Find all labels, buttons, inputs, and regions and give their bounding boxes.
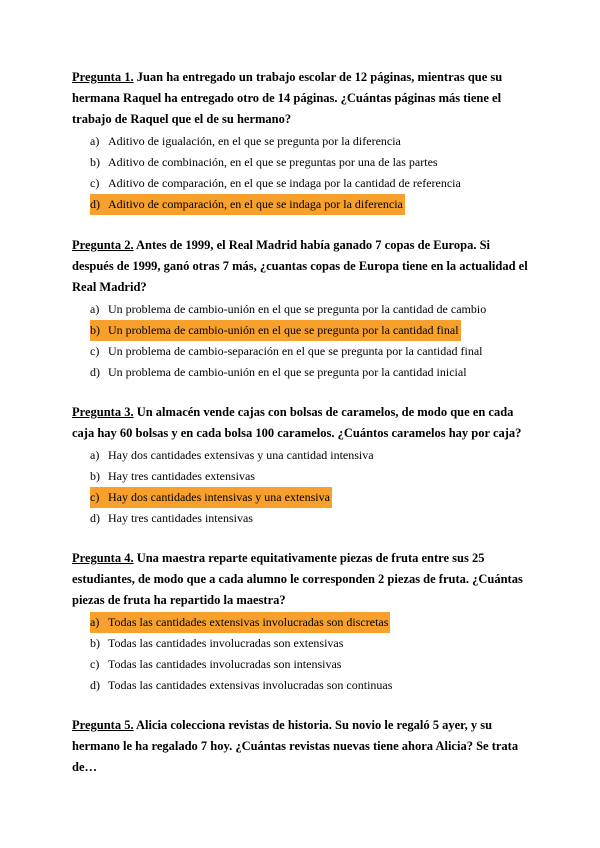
- question-3-label: Pregunta 3.: [72, 405, 134, 419]
- option-letter: d): [90, 511, 100, 525]
- question-5: [72, 715, 532, 778]
- option-text: Hay tres cantidades extensivas: [108, 469, 255, 483]
- question-4-options: [72, 612, 532, 696]
- option-letter: b): [90, 155, 100, 169]
- option-text: Aditivo de combinación, en el que se preguntas por una de las partes: [108, 155, 438, 169]
- option-letter: c): [90, 657, 100, 671]
- option-letter: b): [90, 636, 100, 650]
- question-4-option-a-highlighted[interactable]: [72, 612, 532, 633]
- question-1-text: Juan ha entregado un trabajo escolar de 12 páginas, mientras que su hermana Raquel ha entregado otro de 14 páginas. ¿Cuántas páginas más tiene el trabajo de Raquel que el de su hermano?: [72, 70, 503, 126]
- option-text: Hay dos cantidades intensivas y una extensiva: [102, 487, 332, 508]
- option-text: Un problema de cambio-unión en el que se pregunta por la cantidad inicial: [108, 365, 467, 379]
- option-letter: b): [90, 320, 106, 341]
- option-text: Un problema de cambio-separación en el que se pregunta por la cantidad final: [108, 344, 483, 358]
- question-5-statement: [72, 715, 532, 778]
- option-letter: a): [90, 448, 100, 462]
- question-3-text: Un almacén vende cajas con bolsas de caramelos, de modo que en cada caja hay 60 bolsas y en cada bolsa 100 caramelos. ¿Cuántos caramelos hay por caja?: [72, 405, 522, 440]
- question-5-label: Pregunta 5.: [72, 718, 134, 732]
- question-2-option-a[interactable]: [72, 299, 532, 320]
- question-2: [72, 235, 532, 383]
- question-2-option-c[interactable]: [72, 341, 532, 362]
- option-letter: d): [90, 678, 100, 692]
- question-4-option-d[interactable]: [72, 675, 532, 696]
- question-5-text: Alicia colecciona revistas de historia. Su novio le regaló 5 ayer, y su hermano le ha regalado 7 hoy. ¿Cuántas revistas nuevas tiene ahora Alicia? Se trata de…: [72, 718, 519, 774]
- question-3-option-b[interactable]: [72, 466, 532, 487]
- option-text: Todas las cantidades extensivas involucradas son continuas: [108, 678, 393, 692]
- option-text: Aditivo de comparación, en el que se indaga por la cantidad de referencia: [108, 176, 461, 190]
- question-1-options: [72, 131, 532, 215]
- question-4: [72, 548, 532, 696]
- option-letter: c): [90, 344, 100, 358]
- option-letter: a): [90, 612, 105, 633]
- question-4-text: Una maestra reparte equitativamente piezas de fruta entre sus 25 estudiantes, de modo que a cada alumno le corresponden 2 piezas de fruta. ¿Cuántas piezas de fruta ha repartido la maestra?: [72, 551, 523, 607]
- question-4-option-c[interactable]: [72, 654, 532, 675]
- question-1-statement: [72, 67, 532, 130]
- question-1-option-d-highlighted[interactable]: [72, 194, 532, 215]
- option-letter: a): [90, 134, 100, 148]
- question-3: [72, 402, 532, 529]
- question-2-options: [72, 299, 532, 383]
- question-4-statement: [72, 548, 532, 611]
- option-letter: a): [90, 302, 100, 316]
- question-4-option-b[interactable]: [72, 633, 532, 654]
- option-letter: d): [90, 194, 106, 215]
- option-text: Todas las cantidades extensivas involucradas son discretas: [102, 612, 390, 633]
- option-text: Hay tres cantidades intensivas: [108, 511, 253, 525]
- option-text: Un problema de cambio-unión en el que se pregunta por la cantidad final: [102, 320, 461, 341]
- question-2-text: Antes de 1999, el Real Madrid había ganado 7 copas de Europa. Si después de 1999, ganó otras 7 más, ¿cuantas copas de Europa tiene en la actualidad el Real Madrid?: [72, 238, 528, 294]
- option-text: Aditivo de comparación, en el que se indaga por la diferencia: [102, 194, 405, 215]
- question-4-label: Pregunta 4.: [72, 551, 134, 565]
- question-2-option-b-highlighted[interactable]: [72, 320, 532, 341]
- option-letter: c): [90, 176, 100, 190]
- question-3-options: [72, 445, 532, 529]
- option-letter: b): [90, 469, 100, 483]
- question-1: [72, 67, 532, 215]
- option-letter: c): [90, 487, 105, 508]
- question-1-option-c[interactable]: [72, 173, 532, 194]
- question-2-option-d[interactable]: [72, 362, 532, 383]
- option-text: Aditivo de igualación, en el que se pregunta por la diferencia: [108, 134, 401, 148]
- question-1-option-b[interactable]: [72, 152, 532, 173]
- question-3-statement: [72, 402, 532, 444]
- option-text: Todas las cantidades involucradas son intensivas: [108, 657, 342, 671]
- option-text: Todas las cantidades involucradas son extensivas: [108, 636, 344, 650]
- question-3-option-c-highlighted[interactable]: [72, 487, 532, 508]
- question-1-label: Pregunta 1.: [72, 70, 134, 84]
- question-3-option-d[interactable]: [72, 508, 532, 529]
- question-2-label: Pregunta 2.: [72, 238, 134, 252]
- question-1-option-a[interactable]: [72, 131, 532, 152]
- option-text: Un problema de cambio-unión en el que se pregunta por la cantidad de cambio: [108, 302, 487, 316]
- option-text: Hay dos cantidades extensivas y una cantidad intensiva: [108, 448, 374, 462]
- question-3-option-a[interactable]: [72, 445, 532, 466]
- question-2-statement: [72, 235, 532, 298]
- option-letter: d): [90, 365, 100, 379]
